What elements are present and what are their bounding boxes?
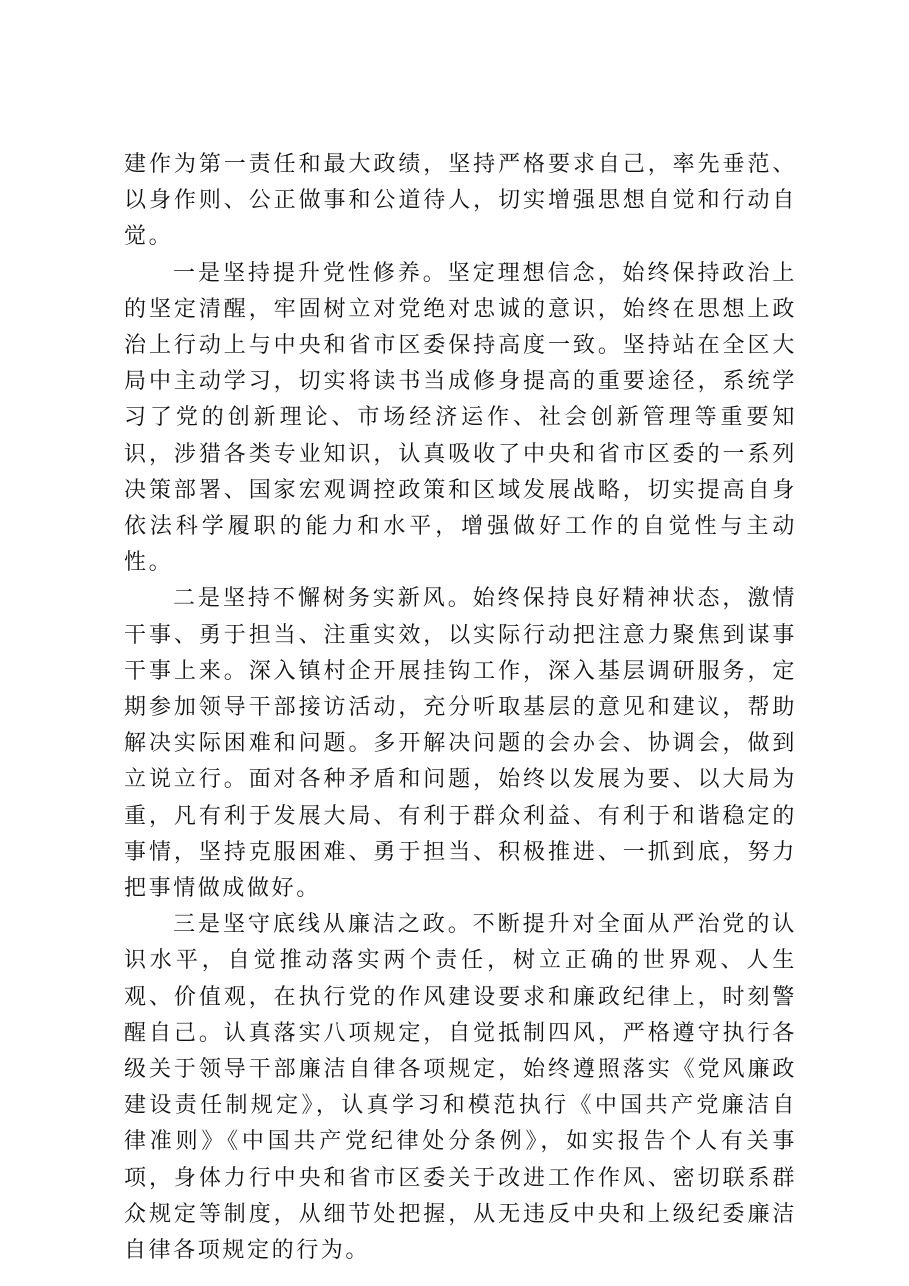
paragraph-party-spirit: 一是坚持提升党性修养。坚定理想信念，始终保持政治上的坚定清醒，牢固树立对党绝对忠诚的意识，始终在思想上政治上行动上与中央和省市区委保持高度一致。坚持站在全区大局中主动学习，切实将读书当成修身提高的重要途径，系统学习了党的创新理论、市场经济运作、社会创新管理等重要知识，涉猎各类专业知识，认真吸收了中央和省市区委的一系列决策部署、国家宏观调控政策和区域发展战略，切实提高自身依法科学履职的能力和水平，增强做好工作的自觉性与主动性。 (124, 260, 797, 576)
paragraph-integrity: 三是坚守底线从廉洁之政。不断提升对全面从严治党的认识水平，自觉推动落实两个责任，树立正确的世界观、人生观、价值观，在执行党的作风建设要求和廉政纪律上，时刻警醒自己。认真落实八项规定，自觉抵制四风，严格遵守执行各级关于领导干部廉洁自律各项规定，始终遵照落实《党风廉政建设责任制规定》，认真学习和模范执行《中国共产党廉洁自律准则》《中国共产党纪律处分条例》，如实报告个人有关事项，身体力行中央和省市区委关于改进工作作风、密切联系群众规定等制度，从细节处把握，从无违反中央和上级纪委廉洁自律各项规定的行为。 (124, 912, 797, 1264)
paragraph-continuation: 建作为第一责任和最大政绩，坚持严格要求自己，率先垂范、以身作则、公正做事和公道待人，切实增强思想自觉和行动自觉。 (124, 152, 797, 250)
paragraph-pragmatic-style: 二是坚持不懈树务实新风。始终保持良好精神状态，激情干事、勇于担当、注重实效，以实际行动把注意力聚焦到谋事干事上来。深入镇村企开展挂钩工作，深入基层调研服务，定期参加领导干部接访活动，充分听取基层的意见和建议，帮助解决实际困难和问题。多开解决问题的会办会、协调会，做到立说立行。面对各种矛盾和问题，始终以发展为要、以大局为重，凡有利于发展大局、有利于群众利益、有利于和谐稳定的事情，坚持克服困难、勇于担当、积极推进、一抓到底，努力把事情做成做好。 (124, 586, 797, 902)
